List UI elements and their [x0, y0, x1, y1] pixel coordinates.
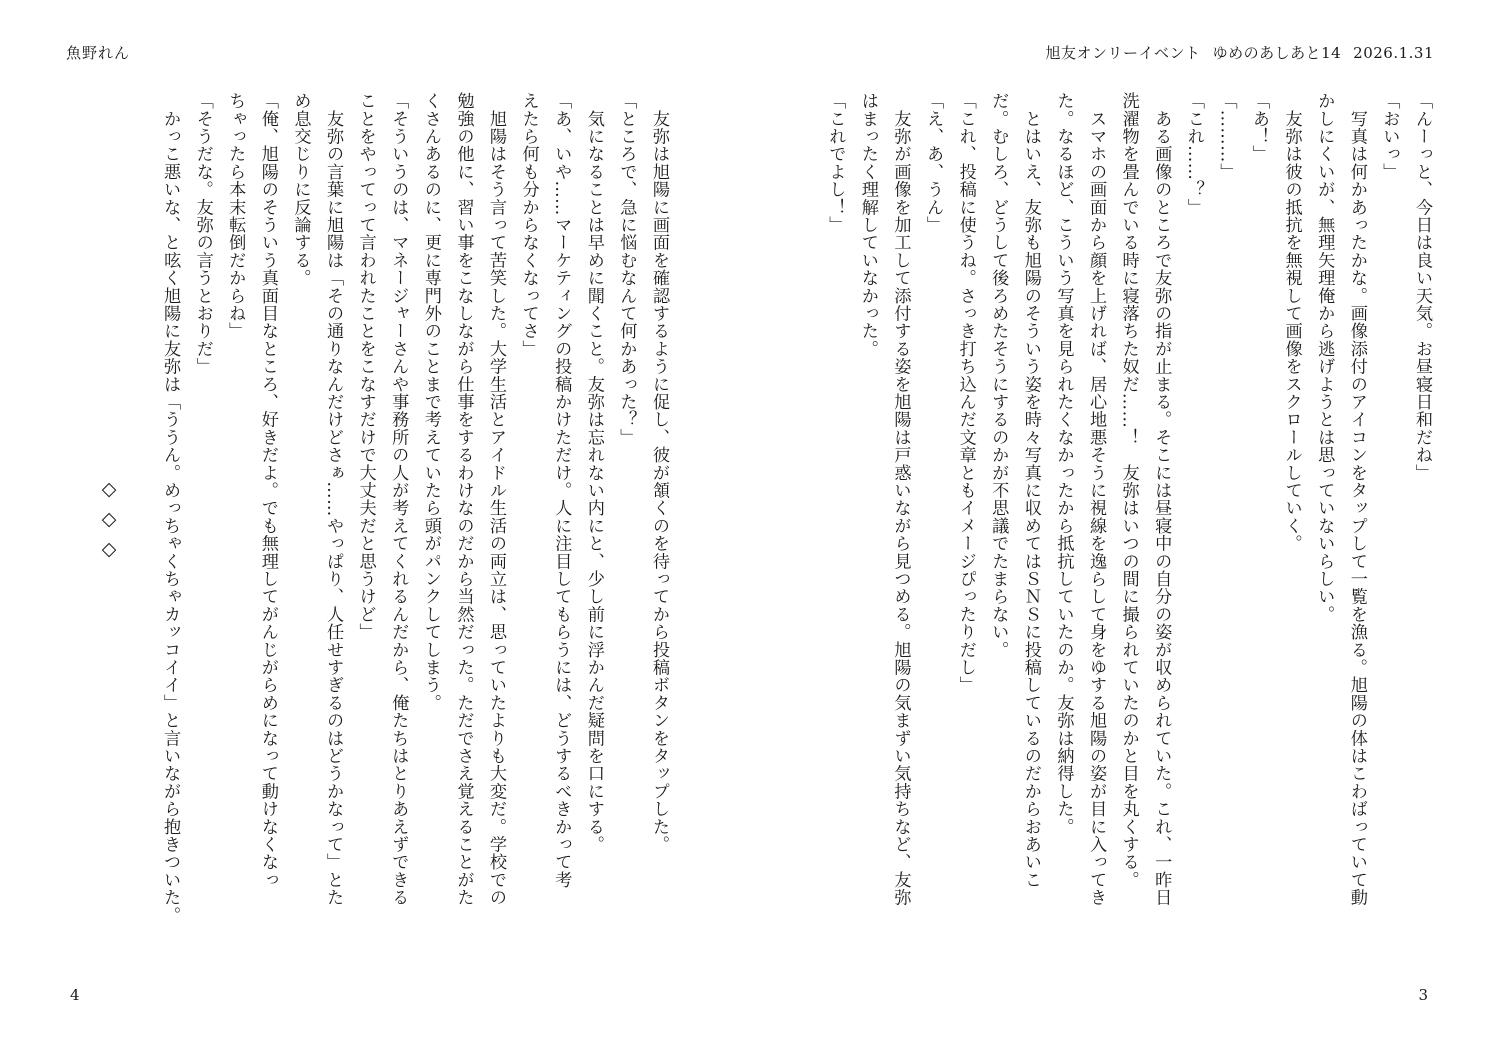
text-line: ちゃったら本末転倒だからね」	[225, 92, 246, 340]
text-line: 「え、あ、うん」	[923, 92, 944, 234]
text-line: 「………」	[1216, 92, 1237, 181]
text-line: 友弥が画像を加工して添付する姿を旭陽は戸惑いながら見つめる。旭陽の気まずい気持ちなど、友弥	[890, 92, 911, 907]
scene-separator: ◇◇◇	[98, 478, 120, 568]
header-event-info	[1046, 42, 1434, 63]
text-line: 旭陽はそう言って苦笑した。大学生活とアイドル生活の両立は、思っていたよりも大変だ。学校での	[486, 92, 507, 907]
text-line: 「おいっ」	[1379, 92, 1400, 181]
text-line: ことをやってって言われたことをこなすだけで大丈夫だと思うけど」	[355, 92, 376, 641]
text-line: かしにくいが、無理矢理俺から逃げようとは思っていないらしい。	[1314, 92, 1335, 623]
page-number-left: 4	[70, 986, 80, 1004]
page-number-right: 3	[1418, 986, 1428, 1004]
text-line: 友弥は旭陽に画面を確認するように促し、彼が頷くのを待ってから投稿ボタンをタップした。	[649, 92, 669, 854]
text-line: 気になることは早めに聞くこと。友弥は忘れない内にと、少し前に浮かんだ疑問を口にする。	[583, 92, 604, 854]
text-line: 勉強の他に、習い事をこなしながら仕事をするわけなのだから当然だった。ただでさえ覚えることがた	[453, 92, 474, 907]
header-event: 旭友オンリーイベント	[1045, 44, 1201, 62]
text-line: 写真は何かあったかな。画像添付のアイコンをタップして一覧を漁る。旭陽の体はこわばっていて動	[1346, 92, 1367, 907]
header-title: ゆめのあしあと14	[1212, 44, 1342, 62]
text-line: 「んーっと、今日は良い天気。お昼寝日和だね」	[1412, 92, 1432, 482]
text-line: た。なるほど、こういう写真を見られたくなかったから抵抗していたのか。友弥は納得した。	[1053, 92, 1074, 836]
text-line: 友弥の言葉に旭陽は「その通りなんだけどさぁ……やっぱり、人任せすぎるのはどうかなって」とた	[323, 92, 344, 907]
header-author: 魚野れん	[66, 44, 131, 62]
text-line: はまったく理解していなかった。	[857, 92, 878, 358]
right-page-body	[825, 92, 1438, 972]
text-line: 「あ、いや……マーケティングの投稿かけただけ。人に注目してもらうには、どうするべきかって考	[551, 92, 572, 889]
text-line: 「これ、投稿に使うね。さっき打ち込んだ文章ともイメージぴったりだし」	[955, 92, 976, 694]
text-line: ある画像のところで友弥の指が止まる。そこには昼寝中の自分の姿が収められていた。これ、一昨日	[1151, 92, 1172, 907]
left-page-body	[145, 92, 675, 972]
text-line: 友弥は彼の抵抗を無視して画像をスクロールしていく。	[1281, 92, 1302, 553]
text-line: スマホの画面から顔を上げれば、居心地悪そうに視線を逸らして身をゆする旭陽の姿が目に入ってき	[1086, 92, 1107, 907]
text-line: め息交じりに反論する。	[290, 92, 311, 287]
text-line: 「これ……？」	[1183, 92, 1204, 216]
text-line: くさんあるのに、更に専門外のことまで考えていたら頭がパンクしてしまう。	[420, 92, 441, 712]
text-line: 「そうだな。友弥の言うとおりだ」	[192, 92, 213, 376]
text-line: 「俺、旭陽のそういう真面目なところ、好きだよ。でも無理してがんじがらめになって動けなくなっ	[257, 92, 278, 889]
text-line: 「これでよし！」	[825, 92, 846, 234]
text-line: 洗濯物を畳んでいる時に寝落ちた奴だ……！ 友弥はいつの間に撮られていたのかと目を丸くする。	[1118, 92, 1139, 889]
header-date: 2026.1.31	[1353, 44, 1434, 62]
text-line: 「そういうのは、マネージャーさんや事務所の人が考えてくれるんだから、俺たちはとりあえずできる	[388, 92, 409, 907]
text-line: だ。むしろ、どうして後ろめたそうにするのかが不思議でたまらない。	[988, 92, 1009, 659]
text-line: かっこ悪いな、と呟く旭陽に友弥は「ううん。めっちゃくちゃカッコイイ」と言いながら抱きついた。	[160, 92, 181, 924]
text-line: えたら何も分からなくなってさ」	[518, 92, 539, 358]
text-line: とはいえ、友弥も旭陽のそういう姿を時々写真に収めてはＳＮＳに投稿しているのだからおあいこ	[1020, 92, 1041, 889]
text-line: 「あ！」	[1249, 92, 1270, 163]
text-line: 「ところで、急に悩むなんて何かあった？」	[616, 92, 637, 446]
